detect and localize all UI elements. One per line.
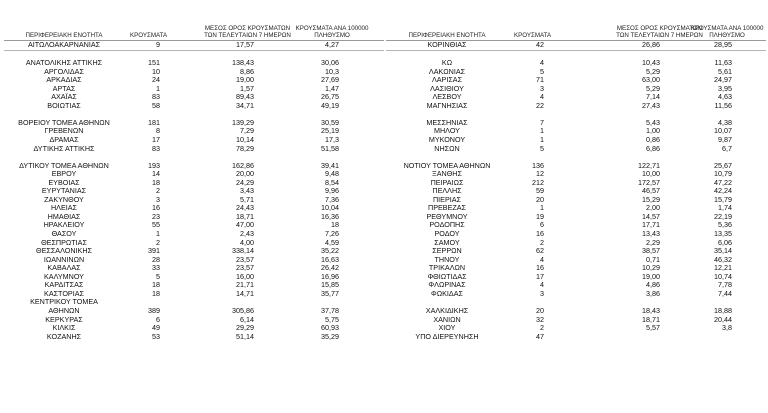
avg7-cell: 305,86 xyxy=(232,305,254,315)
header-avg7: ΜΕΣΟΣ ΟΡΟΣ ΚΡΟΥΣΜΑΤΩΝ ΤΩΝ ΤΕΛΕΥΤΑΙΩΝ 7 ΗΜΕΡΩΝ xyxy=(204,25,291,39)
cases-cell: 1 xyxy=(156,229,160,239)
cases-cell: 71 xyxy=(536,75,544,85)
cases-cell: 4 xyxy=(540,58,544,68)
avg7-cell: 3,86 xyxy=(646,288,660,298)
cases-cell: 18 xyxy=(152,177,160,187)
cases-cell: 2 xyxy=(540,237,544,247)
per100k-cell: 18,88 xyxy=(714,305,732,315)
cases-cell: 1 xyxy=(540,126,544,136)
per100k-cell: 16,36 xyxy=(321,211,339,221)
table-row xyxy=(386,102,766,111)
table-row xyxy=(4,41,384,51)
table-row xyxy=(4,333,384,342)
header-region: ΠΕΡΙΦΕΡΕΙΑΚΗ ΕΝΟΤΗΤΑ xyxy=(25,32,103,39)
table-row xyxy=(4,102,384,111)
cases-cell: 47 xyxy=(536,331,544,341)
per100k-cell: 9,48 xyxy=(325,169,339,179)
avg7-cell: 5,29 xyxy=(646,66,660,76)
region-cell: ΚΩ xyxy=(441,58,453,68)
avg7-cell: 13,43 xyxy=(642,229,660,239)
per100k-cell: 4,27 xyxy=(325,40,339,49)
region-cell: ΛΑΡΙΣΑΣ xyxy=(431,75,463,85)
region-cell: ΠΕΙΡΑΙΩΣ xyxy=(430,177,464,187)
region-cell: ΔΡΑΜΑΣ xyxy=(49,135,79,145)
per100k-cell: 11,63 xyxy=(714,58,732,68)
region-cell: ΚΙΛΚΙΣ xyxy=(52,323,76,333)
cases-cell: 53 xyxy=(152,331,160,341)
cases-cell: 212 xyxy=(532,177,544,187)
avg7-cell: 139,29 xyxy=(232,117,254,127)
per100k-cell: 51,58 xyxy=(321,143,339,153)
avg7-cell: 10,00 xyxy=(642,169,660,179)
per100k-cell: 7,44 xyxy=(718,288,732,298)
header-row-left xyxy=(4,10,384,41)
cases-cell: 12 xyxy=(536,169,544,179)
avg7-cell: 0,71 xyxy=(646,254,660,264)
avg7-cell: 10,43 xyxy=(642,58,660,68)
cases-cell: 193 xyxy=(148,160,160,170)
avg7-cell: 78,29 xyxy=(236,143,254,153)
region-cell: ΤΡΙΚΑΛΩΝ xyxy=(428,263,466,273)
avg7-cell: 23,57 xyxy=(236,254,254,264)
per100k-cell: 13,35 xyxy=(714,229,732,239)
cases-cell: 16 xyxy=(536,229,544,239)
region-cell: ΑΙΤΩΛΟΑΚΑΡΝΑΝΙΑΣ xyxy=(27,40,101,49)
header-region: ΠΕΡΙΦΕΡΕΙΑΚΗ ΕΝΟΤΗΤΑ xyxy=(408,32,486,39)
cases-cell: 1 xyxy=(540,203,544,213)
per100k-cell: 17,3 xyxy=(325,135,339,145)
per100k-cell: 1,74 xyxy=(718,203,732,213)
avg7-cell: 10,14 xyxy=(236,135,254,145)
cases-cell: 136 xyxy=(532,160,544,170)
cases-cell: 181 xyxy=(148,117,160,127)
region-cell: ΦΩΚΙΔΑΣ xyxy=(431,288,463,298)
region-cell: ΕΥΒΟΙΑΣ xyxy=(48,177,80,187)
region-cell: ΗΜΑΘΙΑΣ xyxy=(47,211,81,221)
cases-cell: 4 xyxy=(540,280,544,290)
per100k-cell: 16,63 xyxy=(321,254,339,264)
region-cell: ΑΡΚΑΔΙΑΣ xyxy=(46,75,82,85)
region-cell: ΣΑΜΟΥ xyxy=(434,237,460,247)
region-cell: ΑΘΗΝΩΝ xyxy=(48,305,80,315)
avg7-cell: 338,14 xyxy=(232,246,254,256)
per100k-cell: 10,04 xyxy=(321,203,339,213)
avg7-cell: 27,43 xyxy=(642,100,660,110)
avg7-cell: 7,29 xyxy=(240,126,254,136)
per100k-cell: 16,96 xyxy=(321,271,339,281)
cases-cell: 17 xyxy=(536,271,544,281)
region-cell: ΜΕΣΣΗΝΙΑΣ xyxy=(426,117,468,127)
per100k-cell: 7,36 xyxy=(325,194,339,204)
avg7-cell: 122,71 xyxy=(638,160,660,170)
cases-cell: 5 xyxy=(540,66,544,76)
avg7-cell: 18,43 xyxy=(642,305,660,315)
cases-cell: 59 xyxy=(536,186,544,196)
cases-cell: 2 xyxy=(540,323,544,333)
per100k-cell: 4,59 xyxy=(325,237,339,247)
region-cell: ΠΙΕΡΙΑΣ xyxy=(432,194,461,204)
cases-cell: 9 xyxy=(156,40,160,49)
region-cell: ΑΡΤΑΣ xyxy=(52,83,76,93)
cases-cell: 18 xyxy=(152,280,160,290)
per100k-cell: 37,78 xyxy=(321,305,339,315)
cases-cell: 23 xyxy=(152,211,160,221)
region-cell: ΘΑΣΟΥ xyxy=(51,229,77,239)
per100k-cell: 15,85 xyxy=(321,280,339,290)
cases-cell: 62 xyxy=(536,246,544,256)
per100k-cell: 9,96 xyxy=(325,186,339,196)
avg7-cell: 0,86 xyxy=(646,135,660,145)
avg7-cell: 63,00 xyxy=(642,75,660,85)
covid-cases-table xyxy=(4,10,764,410)
region-cell: ΗΛΕΙΑΣ xyxy=(50,203,78,213)
avg7-cell: 38,57 xyxy=(642,246,660,256)
header-cases: ΚΡΟΥΣΜΑΤΑ xyxy=(514,32,552,39)
cases-cell: 1 xyxy=(156,83,160,93)
cases-cell: 1 xyxy=(540,135,544,145)
cases-cell: 2 xyxy=(156,186,160,196)
cases-cell: 8 xyxy=(156,126,160,136)
per100k-cell: 35,77 xyxy=(321,288,339,298)
cases-cell: 391 xyxy=(148,246,160,256)
per100k-cell: 7,78 xyxy=(718,280,732,290)
cases-cell: 55 xyxy=(152,220,160,230)
region-cell: ΚΟΖΑΝΗΣ xyxy=(46,331,82,341)
per100k-cell: 7,26 xyxy=(325,229,339,239)
region-cell: ΑΝΑΤΟΛΙΚΗΣ ΑΤΤΙΚΗΣ xyxy=(25,58,103,68)
per100k-cell: 5,61 xyxy=(718,66,732,76)
region-cell: ΜΥΚΟΝΟΥ xyxy=(428,135,466,145)
cases-cell: 18 xyxy=(152,288,160,298)
avg7-cell: 1,57 xyxy=(240,83,254,93)
region-cell: ΘΕΣΠΡΩΤΙΑΣ xyxy=(41,237,87,247)
rows-right xyxy=(386,41,766,341)
cases-cell: 16 xyxy=(152,203,160,213)
avg7-cell: 18,71 xyxy=(642,314,660,324)
header-cases: ΚΡΟΥΣΜΑΤΑ xyxy=(130,32,168,39)
avg7-cell: 5,57 xyxy=(646,323,660,333)
cases-cell: 83 xyxy=(152,143,160,153)
per100k-cell: 9,87 xyxy=(718,135,732,145)
avg7-cell: 10,29 xyxy=(642,263,660,273)
cases-cell: 3 xyxy=(540,83,544,93)
per100k-cell: 24,97 xyxy=(714,75,732,85)
avg7-cell: 23,57 xyxy=(236,263,254,273)
cases-cell: 389 xyxy=(148,305,160,315)
per100k-cell: 4,38 xyxy=(718,117,732,127)
per100k-cell: 25,19 xyxy=(321,126,339,136)
region-cell: ΛΕΣΒΟΥ xyxy=(432,92,462,102)
per100k-cell: 22,19 xyxy=(714,211,732,221)
per100k-cell: 46,32 xyxy=(714,254,732,264)
avg7-cell: 14,71 xyxy=(236,288,254,298)
per100k-cell: 25,67 xyxy=(714,160,732,170)
region-cell: ΞΑΝΘΗΣ xyxy=(432,169,462,179)
region-cell: ΓΡΕΒΕΝΩΝ xyxy=(44,126,84,136)
avg7-cell: 26,86 xyxy=(642,40,660,49)
table-row xyxy=(4,145,384,154)
cases-cell: 14 xyxy=(152,169,160,179)
avg7-cell: 6,86 xyxy=(646,143,660,153)
region-cell: ΚΕΝΤΡΙΚΟΥ ΤΟΜΕΑ xyxy=(30,297,98,307)
avg7-cell: 18,71 xyxy=(236,211,254,221)
table-row xyxy=(386,290,766,299)
region-cell: ΧΙΟΥ xyxy=(438,323,456,333)
avg7-cell: 2,00 xyxy=(646,203,660,213)
region-cell: ΡΟΔΟΥ xyxy=(434,229,460,239)
table-row xyxy=(386,145,766,154)
region-cell: ΥΠΟ ΔΙΕΡΕΥΝΗΣΗ xyxy=(415,331,479,341)
per100k-cell: 49,19 xyxy=(321,100,339,110)
avg7-cell: 17,57 xyxy=(236,40,254,49)
per100k-cell: 10,79 xyxy=(714,169,732,179)
per100k-cell: 42,24 xyxy=(714,186,732,196)
region-cell: ΗΡΑΚΛΕΙΟΥ xyxy=(43,220,85,230)
cases-cell: 5 xyxy=(156,271,160,281)
per100k-cell: 5,75 xyxy=(325,314,339,324)
cases-cell: 2 xyxy=(156,237,160,247)
avg7-cell: 89,43 xyxy=(236,92,254,102)
per100k-cell: 12,21 xyxy=(714,263,732,273)
region-cell: ΧΑΛΚΙΔΙΚΗΣ xyxy=(425,305,469,315)
avg7-cell: 2,43 xyxy=(240,229,254,239)
cases-cell: 20 xyxy=(536,194,544,204)
table-left-half xyxy=(4,10,384,410)
cases-cell: 3 xyxy=(540,288,544,298)
per100k-cell: 3,8 xyxy=(722,323,732,333)
avg7-cell: 3,43 xyxy=(240,186,254,196)
region-cell: ΝΗΣΩΝ xyxy=(434,143,460,153)
cases-cell: 6 xyxy=(540,220,544,230)
per100k-cell: 18 xyxy=(331,220,339,230)
avg7-cell: 20,00 xyxy=(236,169,254,179)
cases-cell: 32 xyxy=(536,314,544,324)
region-cell: ΡΟΔΟΠΗΣ xyxy=(429,220,465,230)
per100k-cell: 30,06 xyxy=(321,58,339,68)
region-cell: ΚΑΒΑΛΑΣ xyxy=(47,263,81,273)
avg7-cell: 46,57 xyxy=(642,186,660,196)
cases-cell: 49 xyxy=(152,323,160,333)
avg7-cell: 19,00 xyxy=(236,75,254,85)
cases-cell: 33 xyxy=(152,263,160,273)
cases-cell: 17 xyxy=(152,135,160,145)
cases-cell: 4 xyxy=(540,254,544,264)
avg7-cell: 172,57 xyxy=(638,177,660,187)
cases-cell: 19 xyxy=(536,211,544,221)
cases-cell: 83 xyxy=(152,92,160,102)
avg7-cell: 6,14 xyxy=(240,314,254,324)
region-cell: ΚΟΡΙΝΘΙΑΣ xyxy=(427,40,467,49)
cases-cell: 151 xyxy=(148,58,160,68)
avg7-cell: 24,43 xyxy=(236,203,254,213)
region-cell: ΚΕΡΚΥΡΑΣ xyxy=(45,314,83,324)
avg7-cell: 16,00 xyxy=(236,271,254,281)
region-cell: ΣΕΡΡΩΝ xyxy=(432,246,462,256)
cases-cell: 58 xyxy=(152,100,160,110)
per100k-cell: 35,29 xyxy=(321,331,339,341)
region-cell: ΚΑΣΤΟΡΙΑΣ xyxy=(44,288,84,298)
per100k-cell: 28,95 xyxy=(714,40,732,49)
cases-cell: 6 xyxy=(156,314,160,324)
per100k-cell: 10,3 xyxy=(325,66,339,76)
table-row xyxy=(386,333,766,342)
region-cell: ΠΕΛΛΗΣ xyxy=(432,186,462,196)
cases-cell: 28 xyxy=(152,254,160,264)
per100k-cell: 15,79 xyxy=(714,194,732,204)
per100k-cell: 10,07 xyxy=(714,126,732,136)
avg7-cell: 138,43 xyxy=(232,58,254,68)
cases-cell: 24 xyxy=(152,75,160,85)
per100k-cell: 39,41 xyxy=(321,160,339,170)
region-cell: ΒΟΡΕΙΟΥ ΤΟΜΕΑ ΑΘΗΝΩΝ xyxy=(18,117,110,127)
region-cell: ΧΑΝΙΩΝ xyxy=(433,314,461,324)
region-cell: ΒΟΙΩΤΙΑΣ xyxy=(47,100,81,110)
avg7-cell: 5,43 xyxy=(646,117,660,127)
header-row-right xyxy=(386,10,766,41)
avg7-cell: 8,86 xyxy=(240,66,254,76)
cases-cell: 7 xyxy=(540,117,544,127)
region-cell: ΚΑΛΥΜΝΟΥ xyxy=(44,271,84,281)
cases-cell: 5 xyxy=(540,143,544,153)
region-cell: ΤΗΝΟΥ xyxy=(434,254,460,264)
region-cell: ΝΟΤΙΟΥ ΤΟΜΕΑ ΑΘΗΝΩΝ xyxy=(403,160,491,170)
per100k-cell: 35,22 xyxy=(321,246,339,256)
avg7-cell: 24,29 xyxy=(236,177,254,187)
region-cell: ΦΛΩΡΙΝΑΣ xyxy=(428,280,466,290)
region-cell: ΑΡΓΟΛΙΔΑΣ xyxy=(44,66,84,76)
avg7-cell: 4,86 xyxy=(646,280,660,290)
region-cell: ΔΥΤΙΚΗΣ ΑΤΤΙΚΗΣ xyxy=(33,143,95,153)
avg7-cell: 5,71 xyxy=(240,194,254,204)
avg7-cell: 17,71 xyxy=(642,220,660,230)
per100k-cell: 26,75 xyxy=(321,92,339,102)
per100k-cell: 4,63 xyxy=(718,92,732,102)
region-cell: ΠΡΕΒΕΖΑΣ xyxy=(428,203,466,213)
region-cell: ΘΕΣΣΑΛΟΝΙΚΗΣ xyxy=(36,246,92,256)
per100k-cell: 20,44 xyxy=(714,314,732,324)
cases-cell: 22 xyxy=(536,100,544,110)
rows-left xyxy=(4,41,384,341)
table-row xyxy=(386,41,766,51)
avg7-cell: 14,57 xyxy=(642,211,660,221)
avg7-cell: 162,86 xyxy=(232,160,254,170)
avg7-cell: 2,29 xyxy=(646,237,660,247)
region-cell: ΕΥΡΥΤΑΝΙΑΣ xyxy=(41,186,87,196)
per100k-cell: 11,56 xyxy=(714,100,732,110)
cases-cell: 42 xyxy=(536,40,544,49)
region-cell: ΜΗΛΟΥ xyxy=(434,126,460,136)
region-cell: ΚΑΡΔΙΤΣΑΣ xyxy=(44,280,84,290)
region-cell: ΑΧΑΪΑΣ xyxy=(51,92,77,102)
avg7-cell: 21,71 xyxy=(236,280,254,290)
per100k-cell: 27,69 xyxy=(321,75,339,85)
per100k-cell: 35,14 xyxy=(714,246,732,256)
region-cell: ΛΑΣΙΘΙΟΥ xyxy=(430,83,464,93)
cases-cell: 10 xyxy=(152,66,160,76)
header-per100k: ΚΡΟΥΣΜΑΤΑ ΑΝΑ 100000 ΠΛΗΘΥΣΜΟ xyxy=(295,25,369,39)
per100k-cell: 26,42 xyxy=(321,263,339,273)
per100k-cell: 47,22 xyxy=(714,177,732,187)
per100k-cell: 60,93 xyxy=(321,323,339,333)
per100k-cell: 30,59 xyxy=(321,117,339,127)
header-avg7: ΜΕΣΟΣ ΟΡΟΣ ΚΡΟΥΣΜΑΤΩΝ ΤΩΝ ΤΕΛΕΥΤΑΙΩΝ 7 ΗΜΕΡΩΝ xyxy=(616,25,703,39)
avg7-cell: 4,00 xyxy=(240,237,254,247)
avg7-cell: 5,29 xyxy=(646,83,660,93)
region-cell: ΖΑΚΥΝΘΟΥ xyxy=(44,194,84,204)
per100k-cell: 3,95 xyxy=(718,83,732,93)
avg7-cell: 1,00 xyxy=(646,126,660,136)
region-cell: ΦΘΙΩΤΙΔΑΣ xyxy=(427,271,467,281)
avg7-cell: 15,29 xyxy=(642,194,660,204)
region-cell: ΜΑΓΝΗΣΙΑΣ xyxy=(426,100,468,110)
per100k-cell: 6,06 xyxy=(718,237,732,247)
cases-cell: 20 xyxy=(536,305,544,315)
avg7-cell: 51,14 xyxy=(236,331,254,341)
cases-cell: 16 xyxy=(536,263,544,273)
region-cell: ΕΒΡΟΥ xyxy=(51,169,77,179)
per100k-cell: 10,74 xyxy=(714,271,732,281)
per100k-cell: 8,54 xyxy=(325,177,339,187)
region-cell: ΔΥΤΙΚΟΥ ΤΟΜΕΑ ΑΘΗΝΩΝ xyxy=(19,160,109,170)
avg7-cell: 29,29 xyxy=(236,323,254,333)
region-cell: ΛΑΚΩΝΙΑΣ xyxy=(428,66,466,76)
table-right-half xyxy=(386,10,766,410)
region-cell: ΙΩΑΝΝΙΝΩΝ xyxy=(43,254,85,264)
cases-cell: 3 xyxy=(156,194,160,204)
avg7-cell: 47,00 xyxy=(236,220,254,230)
cases-cell: 4 xyxy=(540,92,544,102)
avg7-cell: 7,14 xyxy=(646,92,660,102)
per100k-cell: 5,36 xyxy=(718,220,732,230)
region-cell: ΡΕΘΥΜΝΟΥ xyxy=(426,211,468,221)
per100k-cell: 1,47 xyxy=(325,83,339,93)
avg7-cell: 34,71 xyxy=(236,100,254,110)
avg7-cell: 19,00 xyxy=(642,271,660,281)
per100k-cell: 6,7 xyxy=(722,143,732,153)
header-per100k: ΚΡΟΥΣΜΑΤΑ ΑΝΑ 100000 ΠΛΗΘΥΣΜΟ xyxy=(690,25,764,39)
